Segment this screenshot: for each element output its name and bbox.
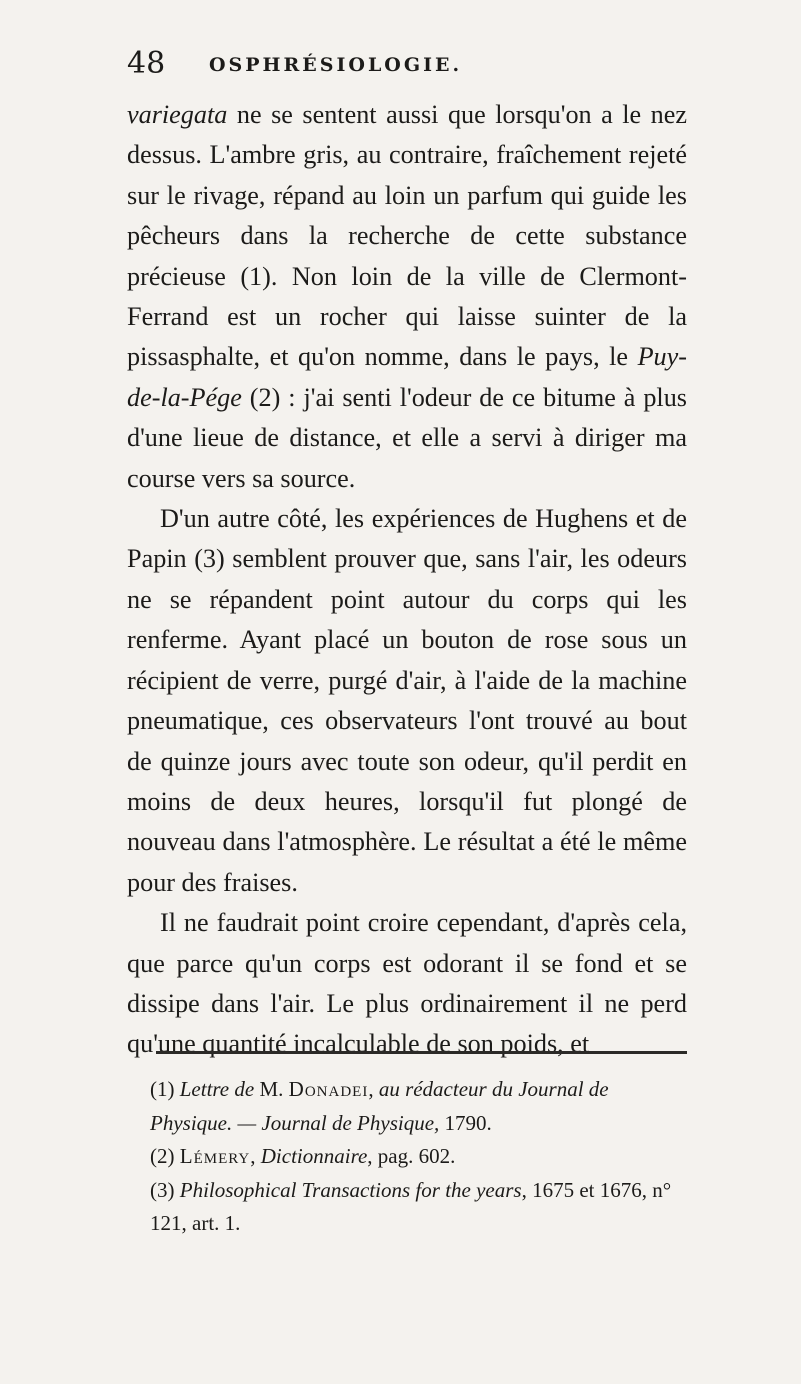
- footnote-3: [150, 1174, 690, 1241]
- footnote-2-author: Lémery: [179, 1144, 251, 1168]
- paragraph-1-text-b: (2) : j'ai senti l'odeur de ce bitume à plus d'une lieue de distance, et elle a servi à diriger ma course vers sa source.: [127, 382, 687, 493]
- footnote-1-author: Donadei: [288, 1077, 369, 1101]
- footnote-3-text: , 1675 et 1676, n° 121, art. 1.: [150, 1177, 672, 1235]
- footnote-1-text-b: ,: [368, 1077, 379, 1101]
- running-title: OSPHRÉSIOLOGIE.: [209, 54, 463, 76]
- paragraph-1-text-a: ne se sentent aussi que lorsqu'on a le nez dessus. L'ambre gris, au contraire, fraîchement rejeté sur le rivage, répand au loin un parfum qui guide les pêcheurs dans la recherche de cette substance précieuse (1). Non loin de la ville de Clermont-Ferrand est un rocher qui laisse suinter de la pissasphalte, et qu'on nomme, dans le pays, le: [127, 100, 687, 372]
- footnote-1-year: 1790.: [439, 1110, 492, 1135]
- body-text: [127, 95, 687, 1065]
- footnote-1-text-a: M.: [254, 1077, 289, 1101]
- footnote-1-number: (1): [150, 1077, 180, 1101]
- footnote-2-number: (2): [150, 1144, 180, 1168]
- footnote-2-italic: Dictionnaire: [260, 1144, 368, 1168]
- footnote-1-italic-2: au rédacteur du Journal de Physique. — Journal de Physique,: [150, 1077, 609, 1135]
- footnote-3-number: (3): [150, 1177, 180, 1202]
- footnote-1: [150, 1073, 690, 1140]
- footnote-1-italic: Lettre de: [179, 1077, 255, 1101]
- italic-term: variegata: [127, 100, 228, 129]
- footnote-2-text-a: ,: [250, 1144, 261, 1168]
- paragraph-2: D'un autre côté, les expériences de Hughens et de Papin (3) semblent prouver que, sans l'air, les odeurs ne se répandent point autour du corps qui les renferme. Ayant placé un bouton de rose sous un récipient de verre, purgé d'air, à l'aide de la machine pneumatique, ces observateurs l'ont trouvé au bout de quinze jours avec toute son odeur, qu'il perdit en moins de deux heures, lorsqu'il fut plongé de nouveau dans l'atmosphère. Le résultat a été le même pour des fraises.: [127, 504, 687, 897]
- footnotes: [150, 1073, 690, 1241]
- footnote-2: [150, 1140, 690, 1174]
- footnote-2-text-b: , pag. 602.: [367, 1144, 456, 1168]
- paragraph-1: [127, 95, 687, 499]
- footnote-3-italic: Philosophical Transactions for the years: [179, 1177, 522, 1202]
- page-number: 48: [127, 46, 166, 81]
- italic-place-name: Puy-de-la-Pége: [127, 342, 687, 412]
- paragraph-3: Il ne faudrait point croire cependant, d'après cela, que parce qu'un corps est odorant il se fond et se dissipe dans l'air. Le plus ordinairement il ne perd qu'une quantité incalculable de son poids, et: [127, 908, 687, 1059]
- footnote-rule: [156, 1051, 687, 1054]
- page-header: [127, 42, 687, 86]
